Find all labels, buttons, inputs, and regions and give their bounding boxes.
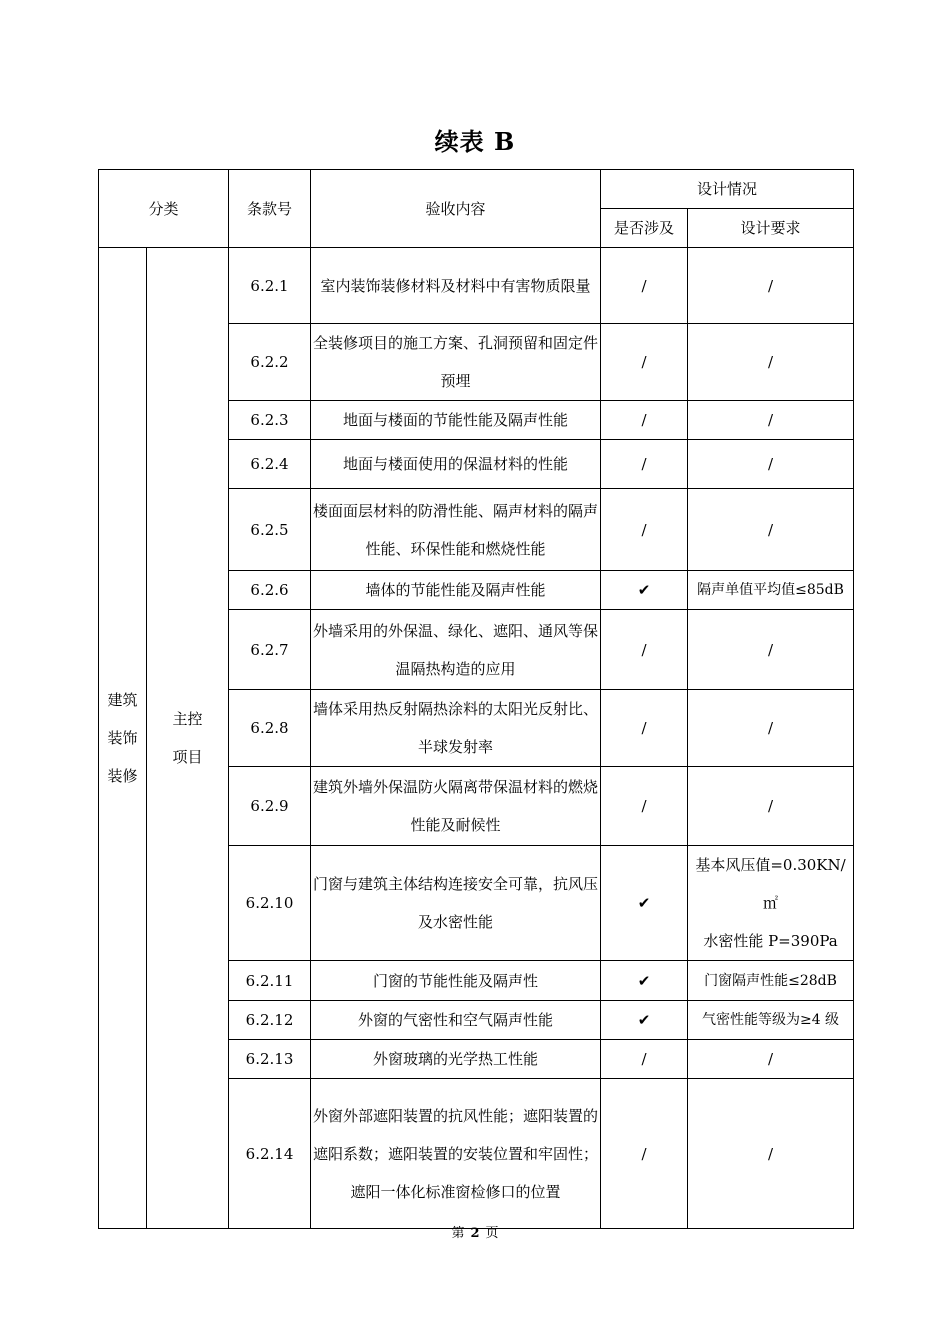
design-requirement: / (688, 248, 854, 324)
acceptance-content: 外墙采用的外保温、绿化、遮阳、通风等保温隔热构造的应用 (311, 610, 601, 690)
acceptance-content: 门窗的节能性能及隔声性 (311, 961, 601, 1001)
acceptance-content: 墙体的节能性能及隔声性能 (311, 571, 601, 610)
footer-prefix: 第 (451, 1226, 465, 1241)
design-requirement: / (688, 401, 854, 440)
header-requirement: 设计要求 (688, 209, 854, 248)
check-icon: ✔ (601, 846, 688, 961)
clause-number: 6.2.4 (229, 440, 311, 489)
design-requirement: / (688, 1079, 854, 1229)
design-requirement: / (688, 1040, 854, 1079)
not-involved-mark: / (601, 248, 688, 324)
not-involved-mark: / (601, 1040, 688, 1079)
design-requirement: / (688, 690, 854, 767)
acceptance-table (98, 169, 854, 1229)
design-requirement: 气密性能等级为≥4 级 (688, 1001, 854, 1040)
acceptance-content: 外窗的气密性和空气隔声性能 (311, 1001, 601, 1040)
acceptance-content: 外窗玻璃的光学热工性能 (311, 1040, 601, 1079)
category-construction-decoration: 建筑 装饰 装修 (99, 248, 147, 1229)
acceptance-content: 门窗与建筑主体结构连接安全可靠，抗风压及水密性能 (311, 846, 601, 961)
acceptance-content: 楼面面层材料的防滑性能、隔声材料的隔声性能、环保性能和燃烧性能 (311, 489, 601, 571)
clause-number: 6.2.2 (229, 324, 311, 401)
acceptance-content: 建筑外墙外保温防火隔离带保温材料的燃烧性能及耐候性 (311, 767, 601, 846)
check-icon: ✔ (601, 571, 688, 610)
category-main-control: 主控 项目 (147, 248, 229, 1229)
not-involved-mark: / (601, 690, 688, 767)
header-clause: 条款号 (229, 170, 311, 248)
clause-number: 6.2.11 (229, 961, 311, 1001)
not-involved-mark: / (601, 401, 688, 440)
clause-number: 6.2.5 (229, 489, 311, 571)
clause-number: 6.2.1 (229, 248, 311, 324)
design-requirement: / (688, 324, 854, 401)
page-title: 续表 B (434, 127, 516, 156)
clause-number: 6.2.3 (229, 401, 311, 440)
check-icon: ✔ (601, 961, 688, 1001)
clause-number: 6.2.10 (229, 846, 311, 961)
acceptance-content: 地面与楼面的节能性能及隔声性能 (311, 401, 601, 440)
design-requirement: 门窗隔声性能≤28dB (688, 961, 854, 1001)
page-number: 2 (470, 1226, 480, 1241)
design-requirement: / (688, 489, 854, 571)
design-requirement: 隔声单值平均值≤85dB (688, 571, 854, 610)
acceptance-content: 墙体采用热反射隔热涂料的太阳光反射比、半球发射率 (311, 690, 601, 767)
header-design: 设计情况 (601, 170, 854, 209)
table-row (99, 248, 854, 324)
page-footer (0, 1222, 950, 1242)
not-involved-mark: / (601, 489, 688, 571)
not-involved-mark: / (601, 440, 688, 489)
clause-number: 6.2.9 (229, 767, 311, 846)
clause-number: 6.2.7 (229, 610, 311, 690)
clause-number: 6.2.13 (229, 1040, 311, 1079)
clause-number: 6.2.6 (229, 571, 311, 610)
acceptance-content: 外窗外部遮阳装置的抗风性能；遮阳装置的遮阳系数；遮阳装置的安装位置和牢固性；遮阳一体化标准窗检修口的位置 (311, 1079, 601, 1229)
acceptance-content: 室内装饰装修材料及材料中有害物质限量 (311, 248, 601, 324)
clause-number: 6.2.12 (229, 1001, 311, 1040)
check-icon: ✔ (601, 1001, 688, 1040)
design-requirement: / (688, 767, 854, 846)
clause-number: 6.2.8 (229, 690, 311, 767)
acceptance-content: 地面与楼面使用的保温材料的性能 (311, 440, 601, 489)
not-involved-mark: / (601, 767, 688, 846)
header-category: 分类 (99, 170, 229, 248)
not-involved-mark: / (601, 610, 688, 690)
not-involved-mark: / (601, 324, 688, 401)
header-content: 验收内容 (311, 170, 601, 248)
not-involved-mark: / (601, 1079, 688, 1229)
design-requirement: 基本风压值=0.30KN/㎡ 水密性能 P=390Pa (688, 846, 854, 961)
footer-suffix: 页 (485, 1226, 499, 1241)
design-requirement: / (688, 440, 854, 489)
design-requirement: / (688, 610, 854, 690)
acceptance-content: 全装修项目的施工方案、孔洞预留和固定件预埋 (311, 324, 601, 401)
clause-number: 6.2.14 (229, 1079, 311, 1229)
header-involved: 是否涉及 (601, 209, 688, 248)
